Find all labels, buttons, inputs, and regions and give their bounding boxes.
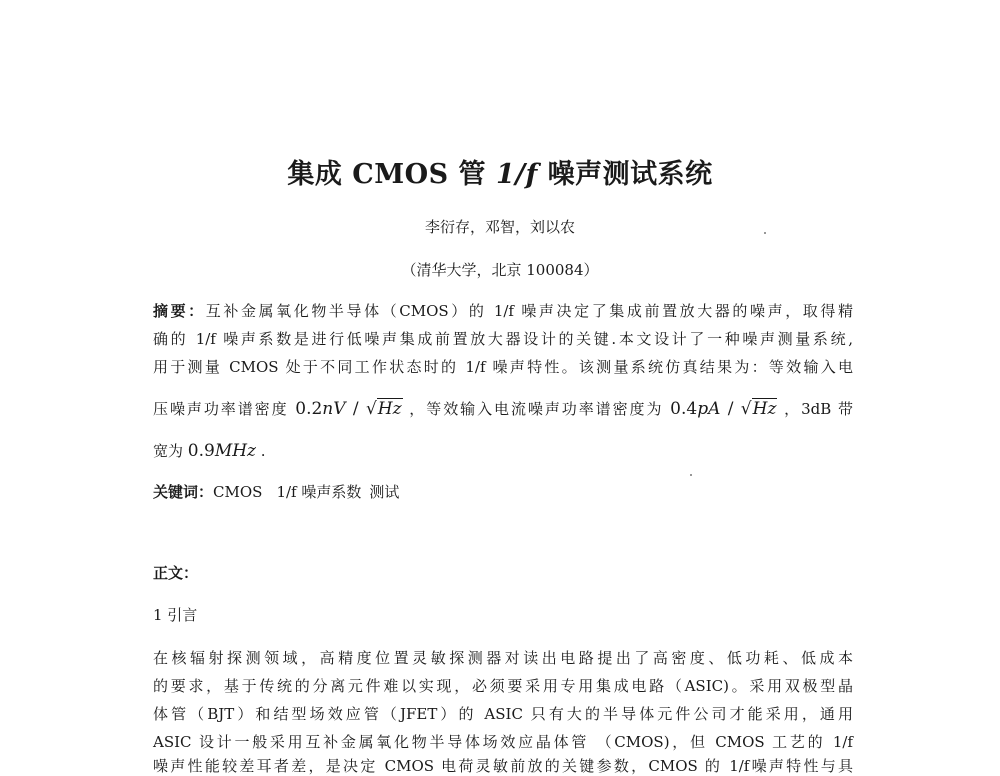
abstract-line-5: 宽为 0.9MHz . [153,441,266,461]
body-label: 正文： [153,564,199,582]
author-list: 李衍存，邓智，刘以农 [424,218,575,236]
scan-speck [764,232,766,234]
body-line-1: 在核辐射探测领域，高精度位置灵敏探测器对读出电路提出了高密度、低功耗、低成本 [153,649,853,667]
body-line-4: ASIC 设计一般采用互补金属氧化物半导体场效应晶体管 （CMOS)，但 CMOS 工艺的 1/f [153,733,853,751]
abstract-line-4: 压噪声功率谱密度 0.2nV / √Hz ，等效输入电流噪声功率谱密度为 0.4pA / √Hz ，3dB 带 [153,399,853,419]
voltage-noise-value: 0.2 [295,399,323,419]
body-line-2: 的要求，基于传统的分离元件难以实现，必须要采用专用集成电路（ASIC)。采用双极型晶 [153,677,853,695]
keywords: 关键词：CMOS 1/f 噪声系数 测试 [153,483,400,501]
scan-speck [690,474,692,476]
affiliation: （清华大学，北京 100084） [401,261,599,279]
paper-title: 集成 CMOS 管 1/f 噪声测试系统 [287,159,713,190]
body-line-5: 噪声性能较差耳者差，是决定 CMOS 电荷灵敏前放的关键参数，CMOS 的 1/f噪声特性与具 [153,757,853,775]
current-noise-value: 0.4 [670,399,698,419]
abstract-line-1: 摘要：互补金属氧化物半导体（CMOS）的 1/f 噪声决定了集成前置放大器的噪声，取得精 [153,302,853,320]
abstract-label: 摘要： [153,302,206,320]
body-line-3: 体管（BJT）和结型场效应管（JFET）的 ASIC 只有大的半导体元件公司才能采用，通用 [153,705,853,723]
abstract-line-3: 用于测量 CMOS 处于不同工作状态时的 1/f 噪声特性。该测量系统仿真结果为：等效输入电 [153,358,853,376]
bandwidth-value: 0.9 [187,441,215,461]
abstract-line-2: 确的 1/f 噪声系数是进行低噪声集成前置放大器设计的关键.本文设计了一种噪声测量系统, [153,330,853,348]
section-heading: 1 引言 [153,606,198,624]
